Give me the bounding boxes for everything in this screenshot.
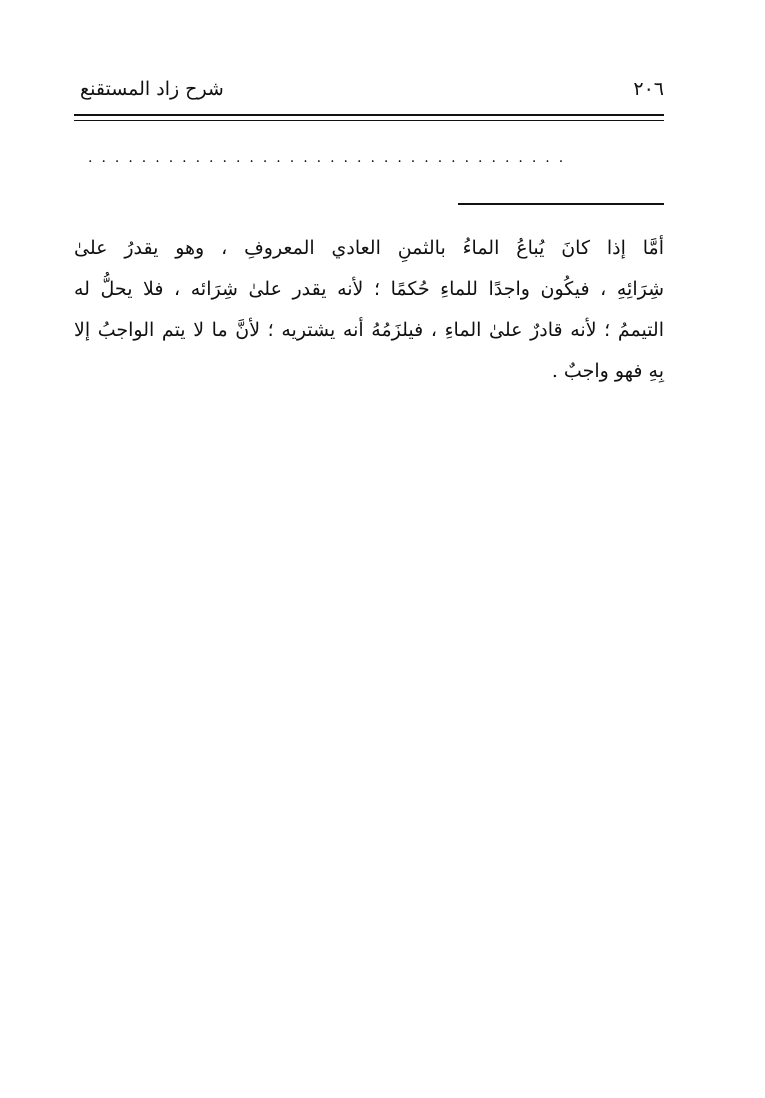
page-number: ٢٠٦	[633, 78, 664, 100]
body-line: شِرَائِهِ ، فيكُون واجدًا للماءِ حُكمًا ؛ لأنه يقدر علىٰ شِرَائه ، فلا يحلُّ له	[74, 278, 664, 300]
book-title: شرح زاد المستقنع	[80, 78, 224, 100]
header-rule-thick	[74, 114, 664, 116]
body-line: بِهِ فهو واجبٌ .	[551, 360, 664, 382]
body-line: التيممُ ؛ لأنه قادرٌ علىٰ الماءِ ، فيلزَمُهُ أنه يشتريه ؛ لأنَّ ما لا يتم الواجبُ إلا	[74, 319, 664, 341]
ellipsis-row: ....................................	[88, 150, 573, 166]
section-separator	[458, 203, 664, 205]
body-line: أمَّا إذا كانَ يُباعُ الماءُ بالثمنِ العادي المعروفِ ، وهو يقدرُ علىٰ	[74, 237, 664, 259]
header-rule-thin	[74, 120, 664, 121]
body-paragraph	[74, 228, 664, 392]
page-header	[74, 78, 664, 108]
